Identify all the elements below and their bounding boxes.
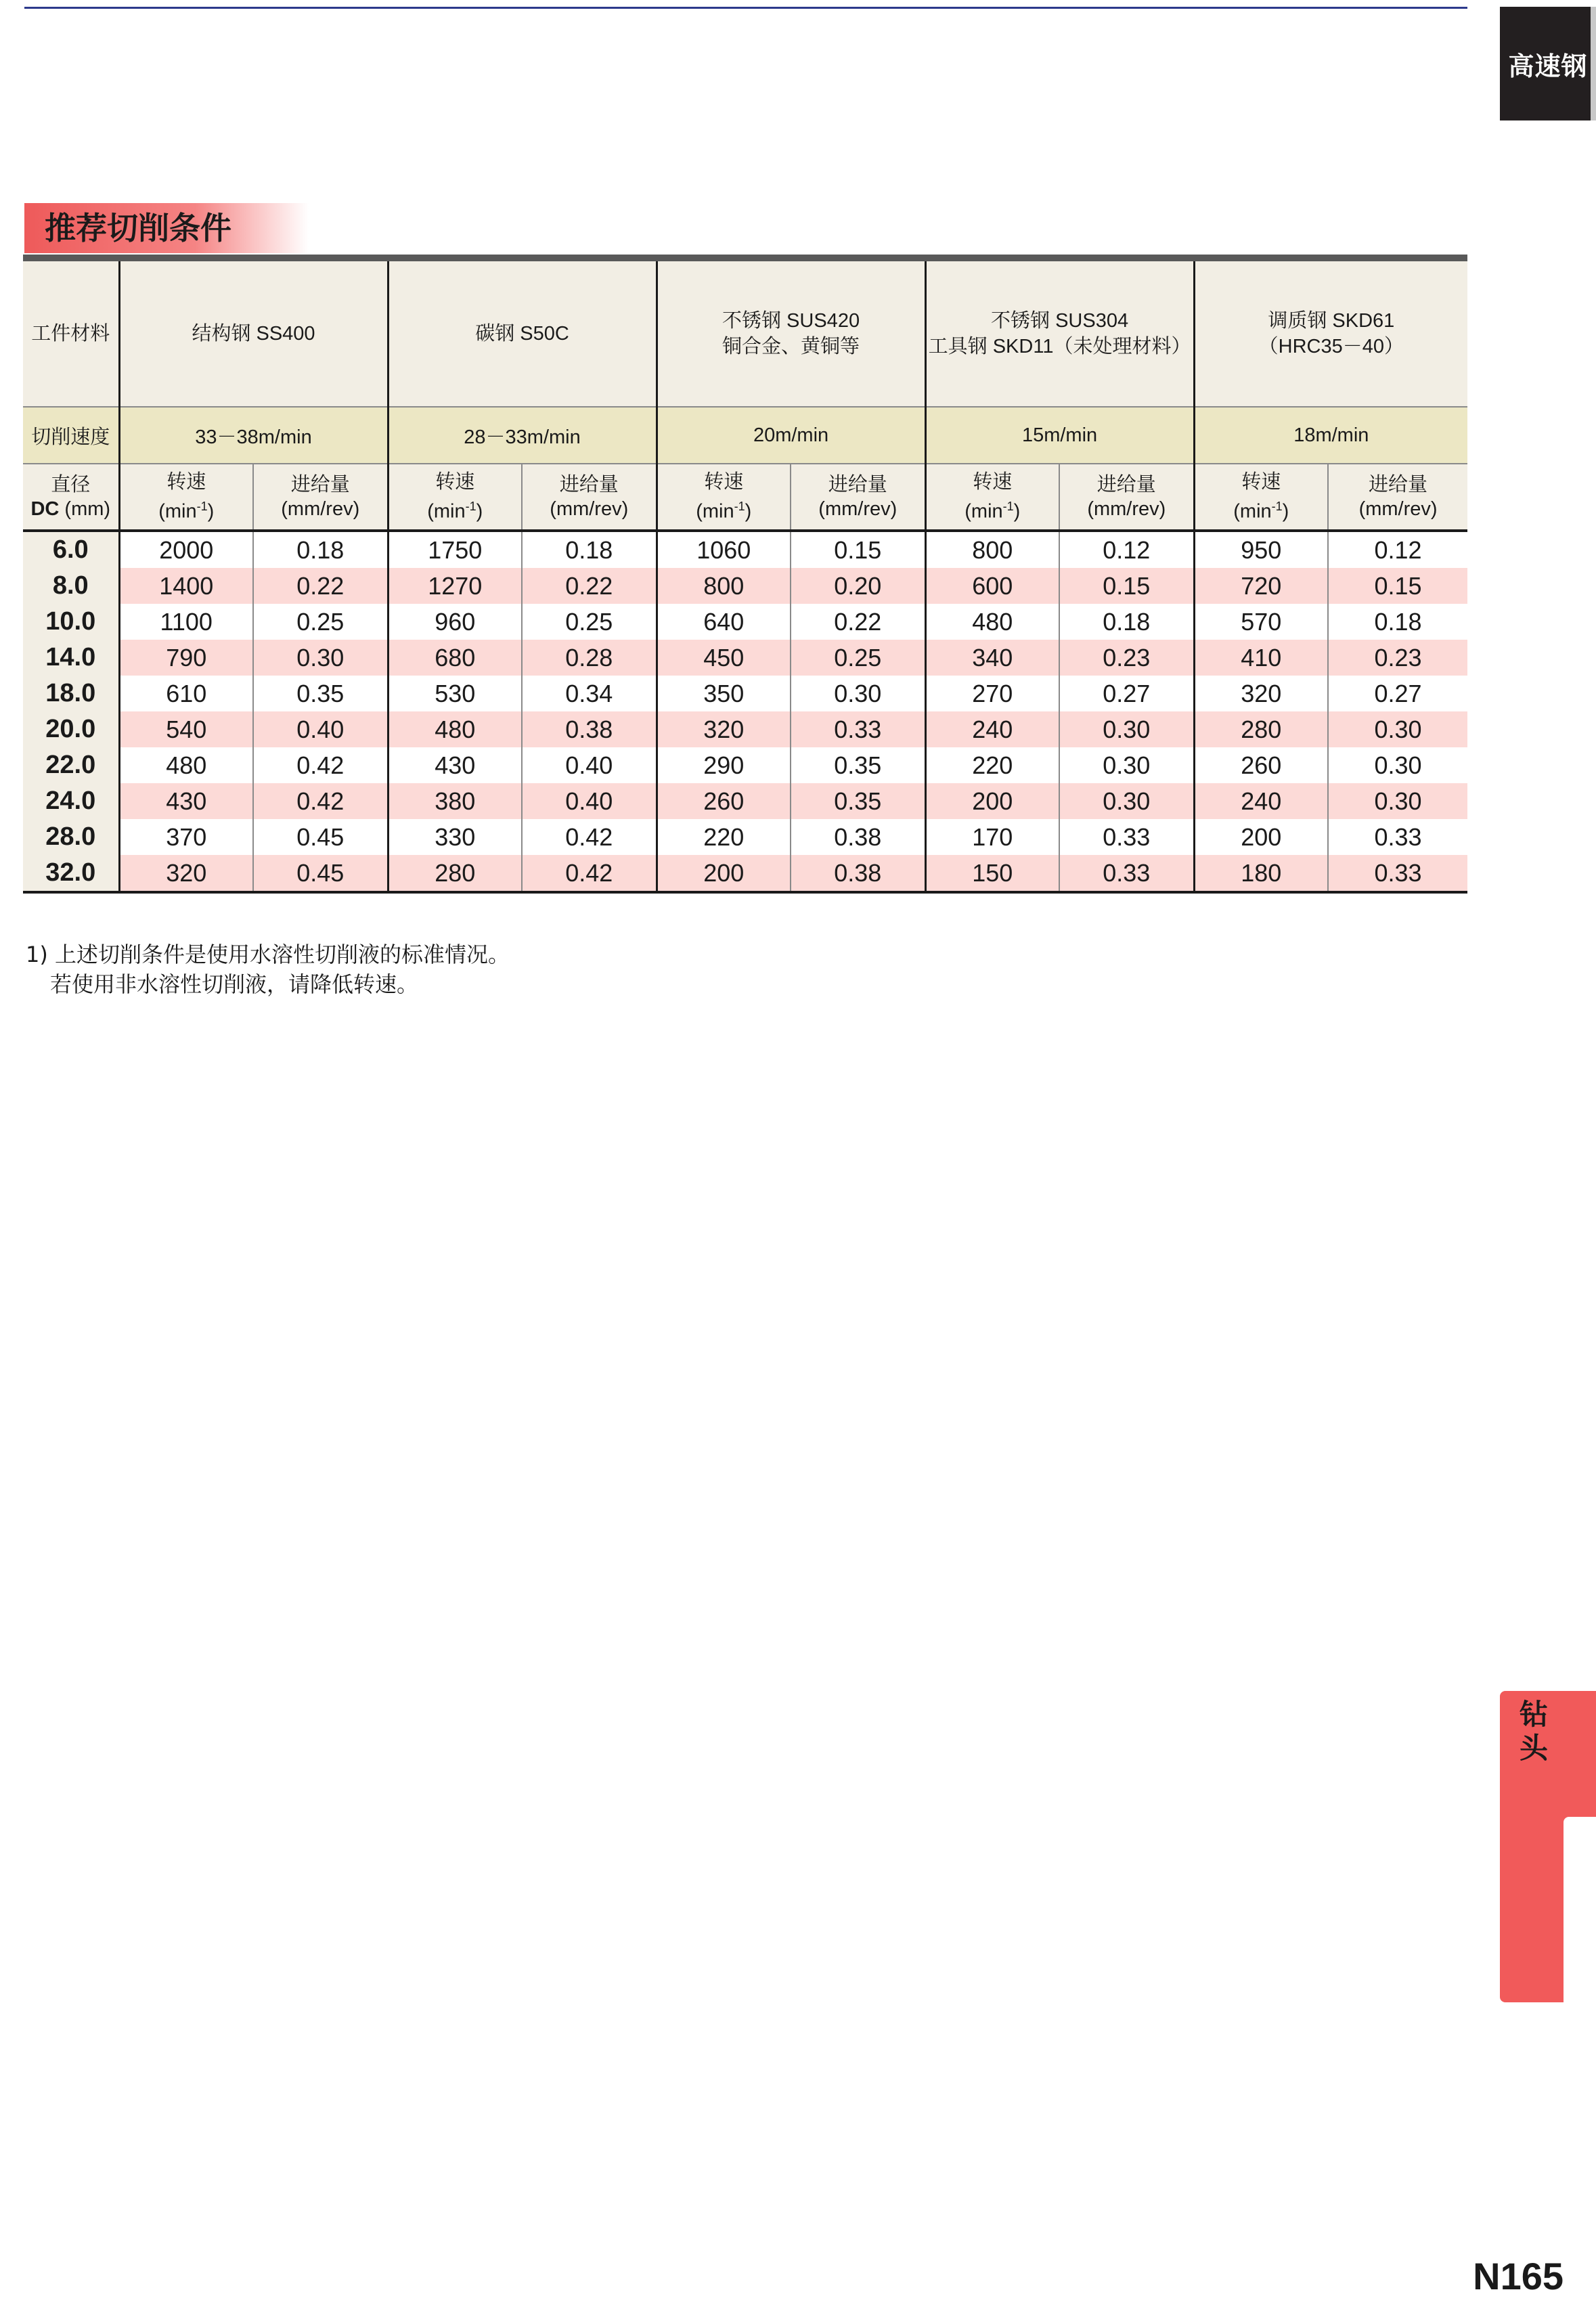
table-row — [23, 531, 1467, 568]
cutting-speed-value: 15m/min — [925, 407, 1194, 464]
material-header: 不锈钢 SUS304 工具钢 SKD11（未处理材料） — [925, 258, 1194, 407]
rpm-cell: 150 — [925, 855, 1059, 892]
table-row — [23, 783, 1467, 819]
feed-cell: 0.30 — [1059, 783, 1194, 819]
tab-notch — [1564, 1817, 1596, 2006]
feed-cell: 0.35 — [791, 783, 925, 819]
drill-tab-label: 钻 头 — [1519, 1698, 1548, 1765]
feed-cell: 0.30 — [791, 676, 925, 711]
feed-cell: 0.40 — [522, 783, 657, 819]
diameter-cell: 14.0 — [23, 640, 119, 676]
feed-cell: 0.30 — [1328, 711, 1467, 747]
rpm-cell: 1750 — [388, 531, 522, 568]
feed-cell: 0.23 — [1059, 640, 1194, 676]
feed-cell: 0.30 — [1059, 711, 1194, 747]
diameter-cell: 24.0 — [23, 783, 119, 819]
rpm-header: 转速 $(\min^{-1})$ — [657, 464, 791, 531]
feed-cell: 0.25 — [791, 640, 925, 676]
rpm-cell: 2000 — [119, 531, 253, 568]
cutting-speed-value: 33－38m/min — [119, 407, 388, 464]
material-header: 调质钢 SKD61 （HRC35－40） — [1194, 258, 1467, 407]
rpm-cell: 320 — [657, 711, 791, 747]
feed-cell: 0.42 — [253, 747, 388, 783]
feed-cell: 0.18 — [1328, 604, 1467, 640]
rpm-cell: 430 — [119, 783, 253, 819]
feed-cell: 0.30 — [253, 640, 388, 676]
feed-cell: 0.28 — [522, 640, 657, 676]
feed-cell: 0.18 — [1059, 604, 1194, 640]
rpm-cell: 220 — [657, 819, 791, 855]
feed-cell: 0.22 — [253, 568, 388, 604]
rpm-cell: 280 — [388, 855, 522, 892]
table-row — [23, 676, 1467, 711]
table-row — [23, 747, 1467, 783]
feed-cell: 0.15 — [1059, 568, 1194, 604]
feed-cell: 0.18 — [253, 531, 388, 568]
feed-cell: 0.25 — [253, 604, 388, 640]
rpm-header: 转速 $(\min^{-1})$ — [925, 464, 1059, 531]
rpm-cell: 170 — [925, 819, 1059, 855]
rpm-cell: 280 — [1194, 711, 1328, 747]
feed-cell: 0.38 — [791, 819, 925, 855]
rpm-cell: 290 — [657, 747, 791, 783]
rpm-cell: 350 — [657, 676, 791, 711]
feed-cell: 0.12 — [1328, 531, 1467, 568]
cutting-speed-value: 28－33m/min — [388, 407, 657, 464]
rpm-cell: 200 — [657, 855, 791, 892]
rpm-cell: 570 — [1194, 604, 1328, 640]
rpm-cell: 200 — [925, 783, 1059, 819]
rpm-cell: 720 — [1194, 568, 1328, 604]
rpm-cell: 330 — [388, 819, 522, 855]
diameter-cell: 22.0 — [23, 747, 119, 783]
feed-cell: 0.40 — [522, 747, 657, 783]
feed-cell: 0.38 — [522, 711, 657, 747]
feed-cell: 0.30 — [1059, 747, 1194, 783]
rpm-cell: 1060 — [657, 531, 791, 568]
feed-cell: 0.25 — [522, 604, 657, 640]
feed-cell: 0.33 — [1328, 855, 1467, 892]
feed-header: 进给量 (mm/rev) — [791, 464, 925, 531]
table-row — [23, 568, 1467, 604]
material-header: 结构钢 SS400 — [119, 258, 388, 407]
feed-cell: 0.22 — [791, 604, 925, 640]
rpm-cell: 340 — [925, 640, 1059, 676]
page-number: N165 — [1473, 2255, 1564, 2297]
feed-cell: 0.27 — [1059, 676, 1194, 711]
feed-cell: 0.33 — [1059, 819, 1194, 855]
feed-cell: 0.15 — [1328, 568, 1467, 604]
rpm-cell: 200 — [1194, 819, 1328, 855]
rpm-cell: 530 — [388, 676, 522, 711]
rpm-cell: 640 — [657, 604, 791, 640]
diameter-cell: 6.0 — [23, 531, 119, 568]
feed-cell: 0.40 — [253, 711, 388, 747]
rpm-cell: 680 — [388, 640, 522, 676]
rpm-cell: 610 — [119, 676, 253, 711]
footnote-2: 若使用非水溶性切削液，请降低转速。 — [50, 971, 419, 997]
rpm-cell: 410 — [1194, 640, 1328, 676]
material-header: 碳钢 S50C — [388, 258, 657, 407]
rpm-cell: 240 — [1194, 783, 1328, 819]
feed-cell: 0.33 — [791, 711, 925, 747]
feed-cell: 0.34 — [522, 676, 657, 711]
rpm-cell: 600 — [925, 568, 1059, 604]
rpm-cell: 220 — [925, 747, 1059, 783]
feed-cell: 0.42 — [522, 819, 657, 855]
table-row — [23, 711, 1467, 747]
feed-cell: 0.30 — [1328, 747, 1467, 783]
feed-cell: 0.12 — [1059, 531, 1194, 568]
rpm-cell: 480 — [119, 747, 253, 783]
top-rule — [24, 7, 1467, 9]
rpm-cell: 540 — [119, 711, 253, 747]
feed-cell: 0.33 — [1059, 855, 1194, 892]
cutting-conditions-table — [23, 255, 1467, 894]
feed-cell: 0.22 — [522, 568, 657, 604]
feed-header: 进给量 (mm/rev) — [522, 464, 657, 531]
material-header: 不锈钢 SUS420 铜合金、黄铜等 — [657, 258, 925, 407]
feed-cell: 0.38 — [791, 855, 925, 892]
feed-header: 进给量 (mm/rev) — [1059, 464, 1194, 531]
table-row — [23, 640, 1467, 676]
feed-cell: 0.27 — [1328, 676, 1467, 711]
rpm-header: 转速 $(\min^{-1})$ — [119, 464, 253, 531]
table-row — [23, 819, 1467, 855]
rpm-cell: 1270 — [388, 568, 522, 604]
material-row — [23, 258, 1467, 407]
footnote-1: 1) 上述切削条件是使用水溶性切削液的标准情况。 — [26, 942, 510, 967]
diameter-cell: 20.0 — [23, 711, 119, 747]
rpm-cell: 370 — [119, 819, 253, 855]
feed-cell: 0.33 — [1328, 819, 1467, 855]
feed-header: 进给量 (mm/rev) — [253, 464, 388, 531]
rpm-cell: 270 — [925, 676, 1059, 711]
feed-cell: 0.30 — [1328, 783, 1467, 819]
feed-cell: 0.35 — [791, 747, 925, 783]
cutting-speed-value: 20m/min — [657, 407, 925, 464]
rpm-cell: 1100 — [119, 604, 253, 640]
rpm-cell: 960 — [388, 604, 522, 640]
diameter-cell: 8.0 — [23, 568, 119, 604]
rpm-cell: 450 — [657, 640, 791, 676]
section-title: 推荐切削条件 — [24, 203, 309, 253]
rpm-cell: 800 — [925, 531, 1059, 568]
feed-cell: 0.45 — [253, 855, 388, 892]
feed-cell: 0.42 — [253, 783, 388, 819]
rpm-cell: 790 — [119, 640, 253, 676]
rpm-cell: 240 — [925, 711, 1059, 747]
rpm-cell: 430 — [388, 747, 522, 783]
diameter-cell: 32.0 — [23, 855, 119, 892]
rpm-cell: 380 — [388, 783, 522, 819]
rpm-header: 转速 $(\min^{-1})$ — [388, 464, 522, 531]
category-tab-high-speed-steel[interactable]: 高速钢 — [1500, 7, 1596, 120]
feed-cell: 0.18 — [522, 531, 657, 568]
rpm-cell: 180 — [1194, 855, 1328, 892]
cutting-speed-row — [23, 407, 1467, 464]
rpm-cell: 320 — [1194, 676, 1328, 711]
feed-cell: 0.42 — [522, 855, 657, 892]
feed-cell: 0.20 — [791, 568, 925, 604]
rpm-header: 转速 $(\min^{-1})$ — [1194, 464, 1328, 531]
cutting-speed-value: 18m/min — [1194, 407, 1467, 464]
rpm-cell: 480 — [925, 604, 1059, 640]
diameter-cell: 18.0 — [23, 676, 119, 711]
rpm-cell: 800 — [657, 568, 791, 604]
rpm-cell: 480 — [388, 711, 522, 747]
feed-cell: 0.35 — [253, 676, 388, 711]
feed-cell: 0.15 — [791, 531, 925, 568]
footnotes — [26, 940, 510, 999]
diameter-cell: 10.0 — [23, 604, 119, 640]
cutting-speed-label: 切削速度 — [23, 407, 119, 464]
table-row — [23, 855, 1467, 892]
diameter-cell: 28.0 — [23, 819, 119, 855]
material-label: 工件材料 — [23, 258, 119, 407]
rpm-cell: 260 — [1194, 747, 1328, 783]
rpm-cell: 320 — [119, 855, 253, 892]
rpm-cell: 260 — [657, 783, 791, 819]
feed-cell: 0.45 — [253, 819, 388, 855]
column-subheader-row — [23, 464, 1467, 531]
feed-header: 进给量 (mm/rev) — [1328, 464, 1467, 531]
rpm-cell: 950 — [1194, 531, 1328, 568]
table-row — [23, 604, 1467, 640]
diameter-header: 直径 DC (mm) — [23, 464, 119, 531]
feed-cell: 0.23 — [1328, 640, 1467, 676]
rpm-cell: 1400 — [119, 568, 253, 604]
